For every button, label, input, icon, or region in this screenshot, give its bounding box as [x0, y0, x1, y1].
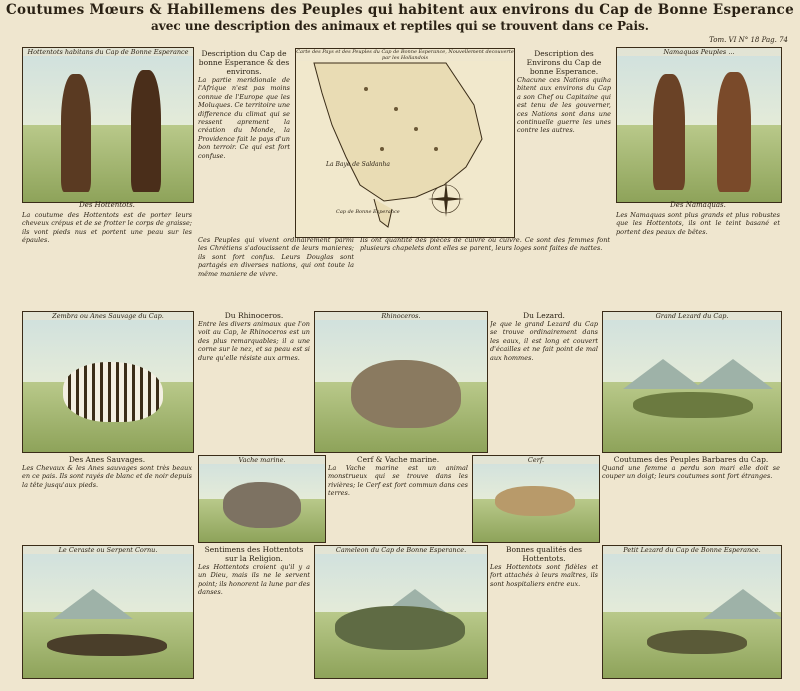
plate-caption: Zembra ou Anes Sauvage du Cap.	[23, 312, 193, 320]
plate-caption: Cerf.	[473, 456, 599, 464]
namaqua-figure-left	[653, 74, 685, 190]
sentimens-text: Sentimens des Hottentots sur la Religion. Les Hottentots croient qu'il y a un Dieu, mais ils ne le servent point; ils honorent la lune par des danses.	[198, 545, 310, 597]
namaqua-figure-right	[717, 72, 751, 192]
hottentot-figure-left	[61, 74, 91, 192]
anes-heading: Des Anes Sauvages.	[68, 455, 146, 464]
cerf-figure	[495, 486, 575, 516]
anes-text: Des Anes Sauvages. Les Chevaux & les Anes sauvages sont très beaux en ce pais. Ils sont rayés de blanc et de noir depuis la tête jusqu'aux pieds.	[22, 455, 192, 489]
cameleon-figure	[335, 606, 465, 650]
plate-caption: Namaquas Peuples ...	[617, 48, 781, 56]
petit-lezard-plate	[602, 545, 782, 679]
rhinoceros-text: Du Rhinoceros. Entre les divers animaux que l'on voit au Cap, le Rhinoceros est un des plus remarquables; il a une corne sur le nez, et sa peau est si dure qu'elle résiste aux armes.	[198, 311, 310, 362]
barbares-text: Coutumes des Peuples Barbares du Cap. Quand une femme a perdu son mari elle doit se couper un doigt; leurs coutumes sont fort étranges.	[602, 455, 780, 481]
barbares-heading: Coutumes des Peuples Barbares du Cap.	[613, 455, 769, 464]
hottentots-caption: Des Hottentots.	[79, 201, 135, 209]
sentimens-heading: Sentimens des Hottentots sur la Religion.	[204, 545, 304, 563]
qualites-heading: Bonnes qualités des Hottentots.	[505, 545, 583, 563]
grand-lezard-figure	[633, 392, 753, 418]
cameleon-plate	[314, 545, 488, 679]
hottentot-figure-right	[131, 70, 161, 192]
petit-lezard-figure	[647, 630, 747, 654]
plate-number: Tom. VI N° 18 Pag. 74	[709, 36, 788, 44]
middle-right-text: Ils ont quantité des pièces de cuivre ou cuivre. Ce sont des femmes font plusieurs chapelets dont elles se parent, leurs loges sont faites de nattes.	[360, 236, 610, 253]
plate-caption: Cameleon du Cap de Bonne Esperance.	[315, 546, 487, 554]
description-environs-heading: Description des Environs du Cap de bonne Esperance.	[526, 49, 602, 76]
grand-lezard-plate	[602, 311, 782, 453]
cerf-plate	[472, 455, 600, 543]
map-label-cap: Cap de Bonne Esperance	[336, 209, 400, 215]
vache-figure	[223, 482, 301, 528]
zebra-plate	[22, 311, 194, 453]
description-cap-text: Description du Cap de bonne Esperance & des environs. La partie meridionale de l'Afrique n'est pas moins connue de l'Europe que les Moluques. Ce territoire une difference du climat qui se ressent aprement la création du Monde, la Providence fait le pays d'un bon terroir. Ce qui est fort confuse.	[198, 49, 290, 160]
page-subtitle: avec une description des animaux et reptiles qui se trouvent dans ce Pais.	[151, 19, 649, 33]
hottentots-plate	[22, 47, 194, 203]
map-title: Carte des Pays et des Peuples du Cap de Bonne Esperance, Nouvellement decouverte par les Hollandois	[296, 49, 514, 61]
page-title: Coutumes Mœurs & Habillemens des Peuples qui habitent aux environs du Cap de Bonne Esperance	[6, 2, 794, 18]
serpent-plate	[22, 545, 194, 679]
hottentots-text: La coutume des Hottentots est de porter leurs cheveux crépus et de se frotter le corps de graisse; ils vont pieds nus et portent une peau sur les épaules.	[22, 211, 192, 245]
zebra-figure	[63, 362, 163, 422]
cape-map	[296, 49, 514, 237]
namaquas-text: Les Namaquas sont plus grands et plus robustes que les Hottentots, ils ont le teint basané et portent des peaux de bêtes.	[616, 211, 780, 236]
description-environs-text: Description des Environs du Cap de bonne Esperance. Chacune ces Nations quiha bitent aux environs du Cap a son Chef ou Capitaine qui est tenu de les gouverner, ces Nations sont dans une continuelle guerre les unes contre les autres.	[517, 49, 611, 135]
cerf-vache-text: Cerf & Vache marine. La Vache marine est un animal monstrueux qui se trouve dans les rivières; le Cerf est fort commun dans ces terres.	[328, 455, 468, 498]
rhino-plate	[314, 311, 488, 453]
vache-plate	[198, 455, 326, 543]
rhinoceros-heading: Du Rhinoceros.	[224, 311, 284, 320]
plate-caption: Vache marine.	[199, 456, 325, 464]
plate-caption: Petit Lezard du Cap de Bonne Esperance.	[603, 546, 781, 554]
qualites-text: Bonnes qualités des Hottentots. Les Hottentots sont fidèles et fort attachés à leurs maîtres, ils sont hospitaliers entre eux.	[490, 545, 598, 588]
namaquas-plate	[616, 47, 782, 203]
map-plate	[295, 48, 515, 238]
middle-left-text: Ces Peuples qui vivent ordinairement parmi les Chrétiens s'adoucissent de leurs manieres; ils sont fort confus. Leurs Douglas sont partagés en diverses nations, qui ont toute la même maniere de vivre.	[198, 236, 354, 278]
serpent-figure	[47, 634, 167, 656]
plate-caption: Rhinoceros.	[315, 312, 487, 320]
lezard-text: Du Lezard. Je que le grand Lezard du Cap se trouve ordinairement dans les eaux, il est long et couvert d'écailles et ne fait point de mal aux hommes.	[490, 311, 598, 362]
namaquas-caption: Des Namaquas.	[670, 201, 726, 209]
plate-caption: Grand Lezard du Cap.	[603, 312, 781, 320]
lezard-heading: Du Lezard.	[523, 311, 565, 320]
map-label-baye: La Baye de Saldanha	[326, 161, 390, 168]
rhino-figure	[351, 360, 461, 428]
cerf-vache-heading: Cerf & Vache marine.	[356, 455, 440, 464]
plate-caption: Le Ceraste ou Serpent Cornu.	[23, 546, 193, 554]
plate-caption: Hottentots habitans du Cap de Bonne Esperance	[23, 48, 193, 56]
description-cap-heading: Description du Cap de bonne Esperance & des environs.	[198, 49, 290, 76]
